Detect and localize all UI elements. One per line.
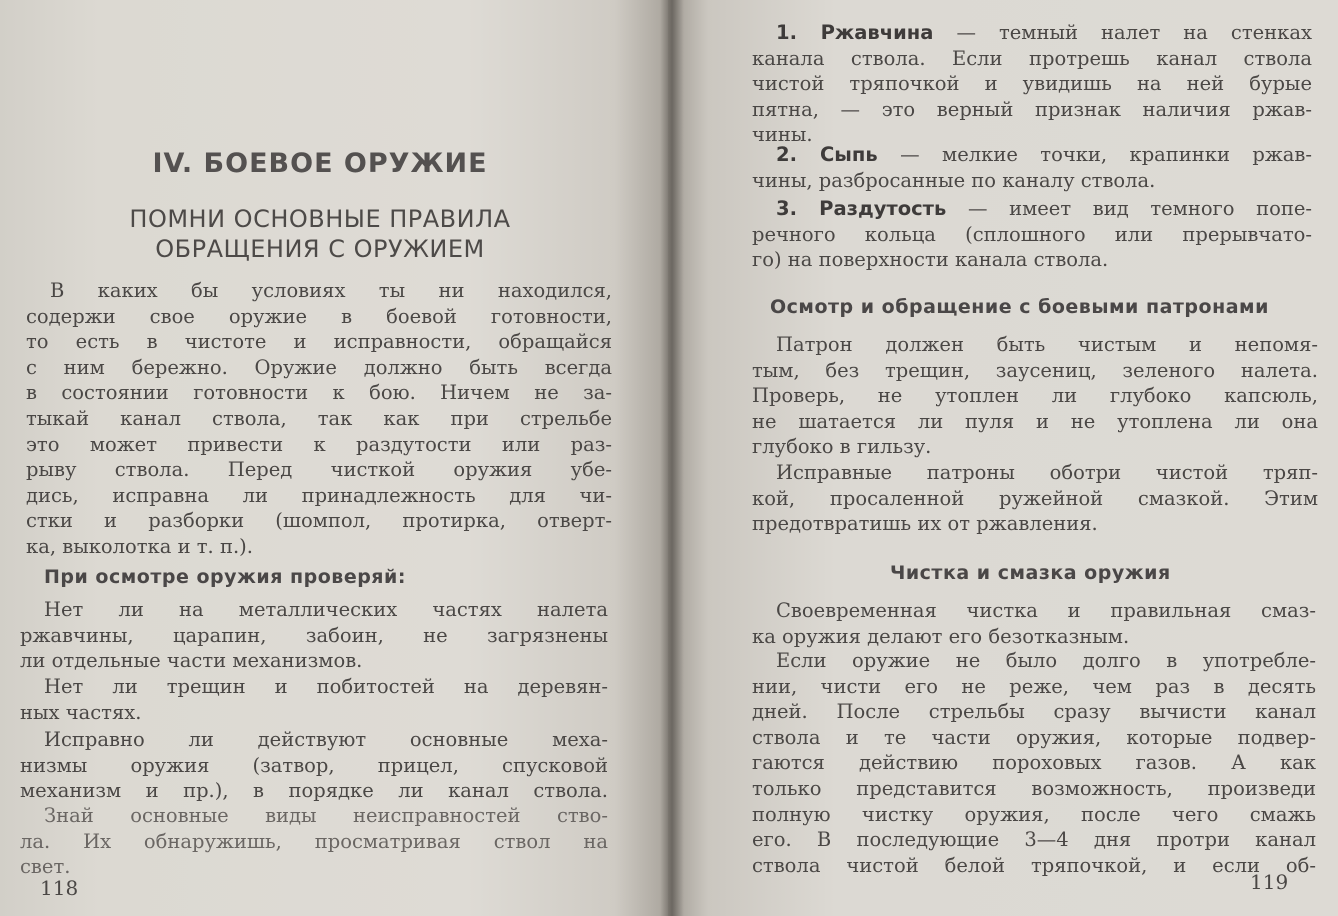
defect-text: — имеет вид темного попе- <box>946 197 1312 220</box>
defect-ржавчина <box>752 20 1312 148</box>
text-line: речного кольца (сплошного или прерывчато- <box>752 222 1312 246</box>
text-line: рыву ствола. Перед чисткой оружия убе- <box>26 458 612 482</box>
cleaning-paragraph-1 <box>752 598 1316 649</box>
text-line: в состоянии готовности к бою. Ничем не за- <box>26 381 612 405</box>
text-line: дней. После стрельбы сразу вычисти канал <box>752 700 1316 724</box>
text-line: содержи свое оружие в боевой готовности, <box>26 304 612 328</box>
defect-label: 1. Ржавчина <box>776 21 934 44</box>
text-line: нии, чисти его не реже, чем раз в десять <box>752 674 1316 698</box>
text-line: чины, разбросанные по каналу ствола. <box>752 168 1156 192</box>
text-line: стки и разборки (шомпол, протирка, отверт- <box>26 509 612 533</box>
text-line: тым, без трещин, заусениц, зеленого налета. <box>752 358 1318 382</box>
defect-раздутость <box>752 196 1312 273</box>
cartridges-paragraph-2 <box>752 460 1318 537</box>
text-line: го) на поверхности канала ствола. <box>752 248 1109 272</box>
defect-text: — темный налет на стенках <box>933 21 1312 44</box>
cleaning-paragraph-2 <box>752 648 1316 878</box>
text-line: ли отдельные части механизмов. <box>20 649 363 673</box>
text-line: В каких бы условиях ты ни находился, <box>50 279 612 302</box>
text-line: ла. Их обнаружишь, просматривая ствол на <box>20 829 608 853</box>
text-line: тыкай канал ствола, так как при стрельбе <box>26 406 612 430</box>
text-line: Если оружие не было долго в употребле- <box>776 649 1316 672</box>
text-line: Своевременная чистка и правильная смаз- <box>776 599 1316 622</box>
check-paragraph-2 <box>20 674 608 725</box>
text-line: Проверь, не утоплен ли глубоко капсюль, <box>752 384 1318 408</box>
text-line: свет. <box>20 855 71 879</box>
text-line: ствола чистой белой тряпочкой, и если об- <box>752 853 1316 877</box>
section-title-line: ПОМНИ ОСНОВНЫЕ ПРАВИЛА <box>129 205 511 233</box>
section-title-line: ОБРАЩЕНИЯ С ОРУЖИЕМ <box>155 235 485 263</box>
text-line: Знай основные виды неисправностей ство- <box>44 804 608 827</box>
text-line: то есть в чистоте и исправности, обращайся <box>26 330 612 354</box>
text-line: полную чистку оружия, после чего смажь <box>752 802 1316 826</box>
page-number: 118 <box>40 876 79 900</box>
chapter-title: IV. БОЕВОЕ ОРУЖИЕ <box>152 148 488 179</box>
check-paragraph-1 <box>20 597 608 674</box>
text-line: Патрон должен быть чистым и непомя- <box>776 333 1318 356</box>
text-line <box>752 142 1312 168</box>
text-line: не шатается ли пуля и не утоплена ли она <box>752 409 1318 433</box>
text-line: это может привести к раздутости или раз- <box>26 432 612 456</box>
text-line: ка, выколотка и т. п.). <box>26 534 253 558</box>
text-line: только представится возможность, произведи <box>752 776 1316 800</box>
text-line: пятна, — это верный признак наличия ржав- <box>752 97 1312 121</box>
text-line: низмы оружия (затвор, прицел, спусковой <box>20 753 608 777</box>
book-gutter-shadow <box>660 0 684 916</box>
cartridges-paragraph-1 <box>752 332 1318 460</box>
text-line: ка оружия делают его безотказным. <box>752 624 1130 648</box>
text-line: чистой тряпочкой и увидишь на ней бурые <box>752 72 1312 96</box>
text-line: Исправные патроны оботри чистой тряп- <box>776 461 1318 484</box>
text-line <box>752 196 1312 222</box>
text-line: кой, просаленной ружейной смазкой. Этим <box>752 486 1318 510</box>
text-line: механизм и пр.), в порядке ли канал ствола. <box>20 779 608 803</box>
cleaning-heading: Чистка и смазка оружия <box>890 562 1171 584</box>
text-line: ржавчины, царапин, забоин, не загрязнены <box>20 623 608 647</box>
text-line: чины. <box>752 123 813 147</box>
text-line: глубоко в гильзу. <box>752 435 932 459</box>
text-line: гаются действию пороховых газов. А как <box>752 751 1316 775</box>
defect-label: 2. Сыпь <box>776 143 878 166</box>
text-line <box>752 20 1312 46</box>
text-line: Исправно ли действуют основные меха- <box>44 728 608 751</box>
section-title <box>80 204 560 264</box>
check-paragraph-3 <box>20 727 608 804</box>
text-line: канала ствола. Если протрешь канал ствола <box>752 46 1312 70</box>
page-number: 119 <box>1250 870 1289 894</box>
intro-paragraph <box>26 278 612 560</box>
left-page <box>0 0 668 916</box>
check-paragraph-4 <box>20 803 608 879</box>
text-line: ных частях. <box>20 700 142 724</box>
text-line: дись, исправна ли принадлежность для чи- <box>26 483 612 507</box>
text-line: предотвратишь их от ржавления. <box>752 512 1098 536</box>
defect-label: 3. Раздутость <box>776 197 947 220</box>
text-line: Нет ли на металлических частях налета <box>44 598 608 621</box>
inspect-heading: При осмотре оружия проверяй: <box>44 566 406 588</box>
text-line: с ним бережно. Оружие должно быть всегда <box>26 355 612 379</box>
cartridges-heading: Осмотр и обращение с боевыми патронами <box>770 296 1269 318</box>
text-line: его. В последующие 3—4 дня протри канал <box>752 828 1316 852</box>
defect-сыпь <box>752 142 1312 193</box>
right-page <box>668 0 1338 916</box>
text-line: Нет ли трещин и побитостей на деревян- <box>44 675 608 698</box>
defect-text: — мелкие точки, крапинки ржав- <box>877 143 1313 166</box>
text-line: ствола и те части оружия, которые подвер- <box>752 725 1316 749</box>
